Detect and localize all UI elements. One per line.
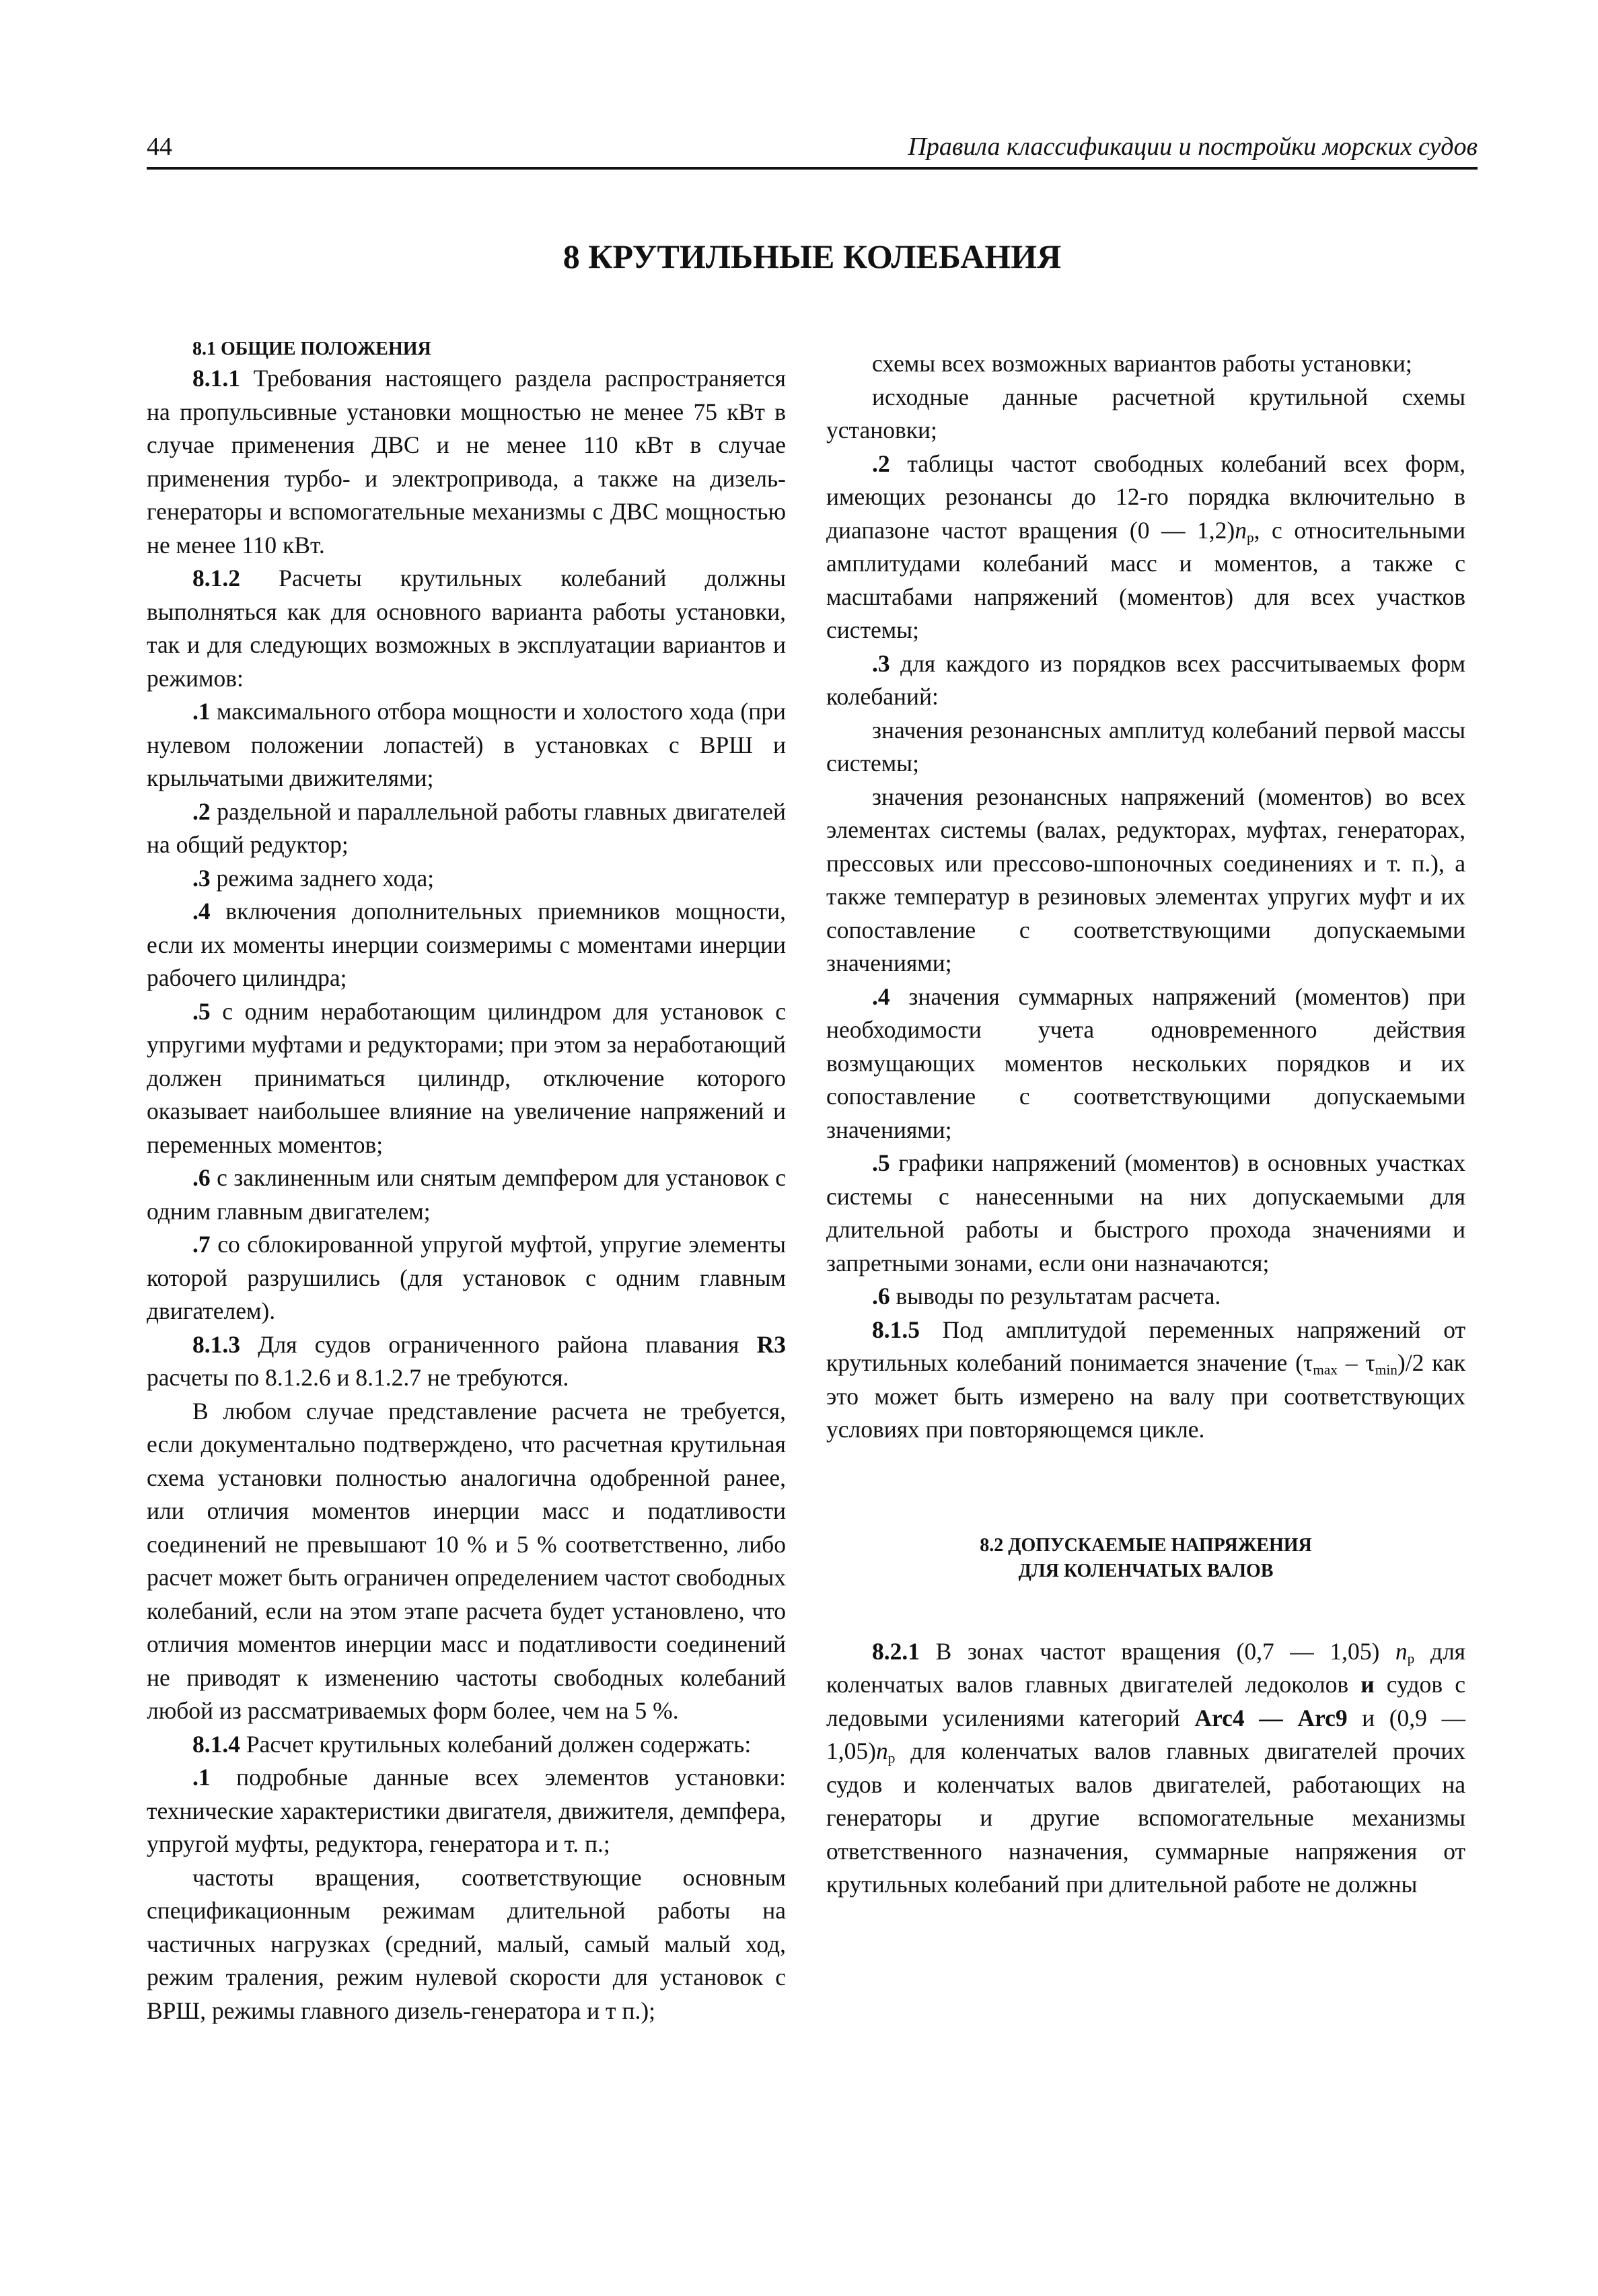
item-text: значения суммарных напряжений (моментов) при необходимости учета одновременного действия возмущающих моментов нескольких порядков и их сопоставление с соответствующими допускаемыми значениями;	[826, 982, 1465, 1143]
item-number: .2	[872, 450, 890, 477]
clause-text: )/2 как это может быть измерено на валу при соответствующих условиях при повторяющемся цикле.	[826, 1349, 1465, 1443]
item-text: максимального отбора мощности и холостого хода (при нулевом положении лопастей) в установках с ВРШ и крыльчатыми движителями;	[147, 698, 786, 791]
paragraph-initial-data: исходные данные расчетной крутильной схемы установки;	[826, 383, 1465, 443]
item-text: с одним неработающим цилиндром для установок с упругими муфтами и редукторами; при этом за неработающий должен приниматься цилиндр, отключение которого оказывает наибольшее влияние на увеличение напряжений и переменных моментов;	[147, 997, 786, 1158]
section-heading-8-1: 8.1 ОБЩИЕ ПОЛОЖЕНИЯ	[192, 338, 431, 359]
paragraph-8-1-3-continued: В любом случае представление расчета не требуется, если документально подтверждено, что расчетная крутильная схема установки полностью аналогична одобренной ранее, или отличия моментов инерции масс и податливости соединений не превышают 10 % и 5 % соответственно, либо расчет может быть ограничен определением частот свободных колебаний, если на этом этапе расчета будет установлено, что отличия моментов инерции масс и податливости соединений не приводят к изменению частоты свободных колебаний любой из рассматриваемых форм более, чем на 5 %.	[147, 1397, 786, 1724]
subscript-p: р	[887, 1750, 896, 1766]
list-item	[826, 447, 1465, 647]
section-heading-8-2	[826, 1533, 1465, 1584]
item-text: выводы по результатам расчета.	[889, 1283, 1221, 1310]
clause-text: судов с ледовыми усилениями категорий	[826, 1671, 1466, 1731]
region-code: R3	[756, 1330, 786, 1358]
list-item	[147, 862, 786, 896]
list-item	[147, 1228, 786, 1328]
item-number: .4	[872, 982, 890, 1010]
clause-number: 8.1.5	[872, 1316, 920, 1343]
chapter-title: 8 КРУТИЛЬНЫЕ КОЛЕБАНИЯ	[562, 238, 1062, 275]
conjunction: и	[1360, 1671, 1375, 1698]
clause-text: для коленчатых валов главных двигателей прочих судов и коленчатых валов двигателей, работающих на генераторы и другие вспомогательные механизмы ответственного назначения, суммарные напряжения от крутильных колебаний при длительной работе не должны	[826, 1737, 1465, 1898]
clause-number: 8.2.1	[872, 1637, 920, 1665]
item-number: .3	[192, 864, 211, 892]
item-text: подробные данные всех элементов установки: технические характеристики двигателя, движителя, демпфера, упругой муфты, редуктора, генератора и т. п.;	[147, 1764, 786, 1857]
list-item	[147, 995, 786, 1162]
list-item	[826, 980, 1465, 1147]
clause-text: Требования настоящего раздела распространяется на пропульсивные установки мощностью не менее 75 кВт в случае применения ДВС и не менее 110 кВт в случае применения турбо- и электропривода, а также на дизель-генераторы и вспомогательные механизмы с ДВС мощностью не менее 110 кВт.	[147, 365, 786, 559]
clause-number: 8.1.2	[192, 565, 240, 591]
list-item	[826, 1147, 1465, 1280]
clause-text: и (0,9 — 1,05)	[826, 1704, 1466, 1764]
paragraph-amplitudes: значения резонансных амплитуд колебаний первой массы системы;	[826, 716, 1465, 777]
item-number: .1	[192, 698, 211, 725]
clause-number: 8.1.4	[192, 1730, 240, 1758]
list-item	[826, 647, 1465, 714]
section-heading-line: ДЛЯ КОЛЕНЧАТЫХ ВАЛОВ	[1018, 1560, 1274, 1581]
clause-text: – τ	[1337, 1349, 1375, 1376]
item-text: графики напряжений (моментов) в основных участках системы с нанесенными на них допускаемыми для длительной работы и быстрого прохода значениями и запретными зонами, если они назначаются;	[826, 1149, 1465, 1277]
paragraph-stresses: значения резонансных напряжений (моментов) во всех элементах системы (валах, редукторах, муфтах, генераторах, прессовых или прессово-шпоночных соединениях и т. п.), а также температур в резиновых элементах упругих муфт и их сопоставление с соответствующими допускаемыми значениями;	[826, 783, 1465, 976]
list-item	[147, 795, 786, 862]
category-arc4: Arc4 —	[1194, 1704, 1283, 1731]
item-text: для каждого из порядков всех рассчитываемых форм колебаний:	[826, 649, 1465, 710]
paragraph-8-1-4	[147, 1728, 786, 1762]
paragraph-schemes: схемы всех возможных вариантов работы установки;	[872, 350, 1412, 377]
list-item	[147, 1761, 786, 1861]
subscript-p: р	[1246, 528, 1254, 545]
section-heading-line: 8.2 ДОПУСКАЕМЫЕ НАПРЯЖЕНИЯ	[980, 1534, 1312, 1556]
subscript-max: max	[1313, 1361, 1338, 1378]
item-number: .5	[872, 1149, 890, 1176]
paragraph-8-1-2	[147, 562, 786, 695]
left-column	[147, 336, 786, 2028]
item-number: .5	[192, 997, 211, 1025]
clause-text: В зонах частот вращения (0,7 — 1,05)	[920, 1637, 1395, 1665]
clause-text: Под амплитудой переменных напряжений от крутильных колебаний понимается значение (τ	[826, 1316, 1465, 1376]
variable-n: n	[1395, 1637, 1408, 1665]
item-number: .2	[192, 797, 211, 825]
subscript-p: р	[1407, 1649, 1415, 1666]
item-number: .3	[872, 649, 890, 677]
item-number: .6	[192, 1164, 211, 1191]
list-item	[826, 1280, 1465, 1314]
running-title: Правила классификации и постройки морских судов	[908, 133, 1478, 161]
variable-n: n	[875, 1737, 888, 1764]
item-text: таблицы частот свободных колебаний всех форм, имеющих резонансы до 12-го порядка включительно в диапазоне частот вращения (0 — 1,2)	[826, 450, 1465, 544]
clause-number: 8.1.1	[192, 365, 240, 392]
item-number: .7	[192, 1231, 211, 1258]
list-item	[147, 895, 786, 995]
subscript-min: min	[1375, 1361, 1397, 1378]
paragraph-8-2-1	[826, 1635, 1465, 1902]
item-text: раздельной и параллельной работы главных двигателей на общий редуктор;	[147, 797, 786, 858]
right-column	[826, 347, 1465, 1902]
item-text: со сблокированной упругой муфтой, упругие элементы которой разрушились (для установок с одним главным двигателем).	[147, 1231, 786, 1324]
item-number: .1	[192, 1764, 211, 1791]
item-number: .4	[192, 898, 211, 925]
clause-text: Для судов ограниченного района плавания	[240, 1330, 757, 1358]
clause-text: Расчет крутильных колебаний должен содержать:	[240, 1730, 752, 1758]
item-text: , с относительными амплитудами колебаний масс и моментов, а также с масштабами напряжений (моментов) для всех участков системы;	[826, 516, 1465, 643]
paragraph-8-1-5	[826, 1314, 1465, 1447]
page-number: 44	[147, 133, 172, 161]
paragraph-8-1-3	[147, 1328, 786, 1395]
paragraph-speeds: частоты вращения, соответствующие основным спецификационным режимам длительной работы на частичных нагрузках (средний, малый, самый малый ход, режим траления, режим нулевой скорости для установок с ВРШ, режимы главного дизель-генератора и т п.);	[147, 1863, 786, 2024]
page-header	[147, 129, 1478, 170]
clause-text: для коленчатых валов главных двигателей ледоколов	[826, 1637, 1465, 1698]
item-text: включения дополнительных приемников мощности, если их моменты инерции соизмеримы с моментами инерции рабочего цилиндра;	[147, 898, 786, 991]
list-item	[147, 695, 786, 795]
item-number: .6	[872, 1283, 890, 1310]
clause-text: расчеты по 8.1.2.6 и 8.1.2.7 не требуются.	[147, 1364, 569, 1391]
variable-n: n	[1235, 516, 1247, 544]
paragraph-8-1-1	[147, 362, 786, 562]
list-item	[147, 1161, 786, 1228]
item-text: с заклиненным или снятым демпфером для установок с одним главным двигателем;	[147, 1164, 786, 1225]
clause-number: 8.1.3	[192, 1330, 240, 1358]
category-arc9: Arc9	[1297, 1704, 1348, 1731]
item-text: режима заднего хода;	[210, 864, 435, 892]
clause-text: Расчеты крутильных колебаний должны выполняться как для основного варианта работы установки, так и для следующих возможных в эксплуатации вариантов и режимов:	[147, 565, 786, 692]
